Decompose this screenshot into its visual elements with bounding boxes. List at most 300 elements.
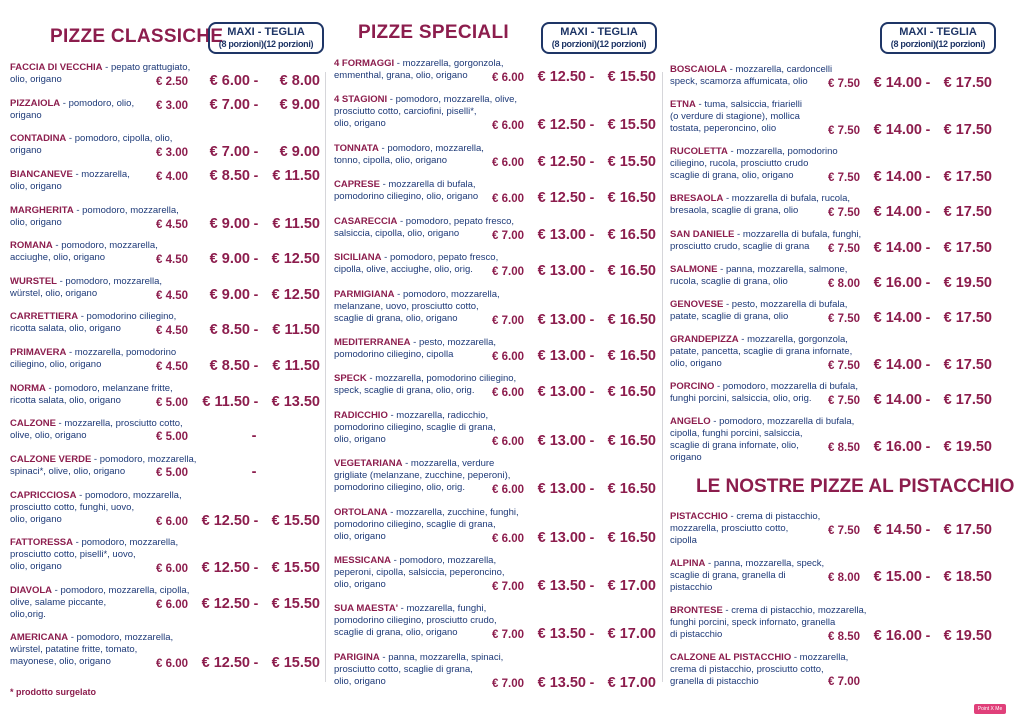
price-separator: -	[589, 310, 595, 327]
pizza-ingredients: pomodorino ciliegino, ricotta salata, olio, origano	[10, 311, 177, 335]
menu-item	[670, 263, 992, 291]
menu-item	[10, 537, 320, 577]
price-float-spacer	[991, 652, 992, 676]
menu-column-speciali	[334, 58, 656, 691]
size-legend-line2: (8 porzioni)(12 porzioni)	[551, 39, 647, 49]
price-group	[820, 520, 992, 538]
size-legend-line2: (8 porzioni)(12 porzioni)	[218, 39, 314, 49]
pizza-ingredients: mozzarella di bufala, funghi, prosciutto crudo, scaglie di grana	[670, 228, 862, 252]
price-maxi: € 14.00	[873, 122, 922, 139]
menu-item-text: BOSCAIOLA - mozzarella, cardoncelli speck, scamorza affumicata, olio	[670, 64, 833, 87]
menu-item-text: SAN DANIELE - mozzarella di bufala, funghi, prosciutto crudo, scaglie di grana	[670, 228, 862, 252]
section-title-speciali: PIZZE SPECIALI	[358, 22, 509, 43]
pizza-name: PRIMAVERA	[10, 347, 67, 358]
price-single: € 6.00	[156, 515, 188, 528]
pizza-ingredients: panna, mozzarella, salmone, rucola, scaglie di grana, olio	[670, 263, 848, 287]
price-group	[148, 357, 320, 374]
price-single: € 5.00	[156, 466, 188, 479]
price-single: € 6.00	[492, 484, 524, 497]
price-teglia: € 17.50	[943, 392, 992, 409]
price-group	[820, 168, 992, 186]
price-separator: -	[925, 74, 931, 90]
pizza-name: PORCINO	[670, 381, 715, 393]
price-float-spacer	[319, 383, 320, 395]
price-float-spacer	[655, 458, 656, 482]
price-teglia: € 19.50	[943, 439, 992, 456]
price-group	[148, 250, 320, 268]
menu-item-text: RUCOLETTA - mozzarella, pomodorino ciliegino, rucola, prosciutto crudo scaglie di grana, olio, origano	[670, 146, 838, 182]
menu-item-text: CALZONE VERDE - pomodoro, mozzarella, spinaci*, olive, olio, origano	[10, 453, 197, 477]
pizza-ingredients: tuma, salsiccia, friarielli (o verdure di stagione), mollica tostata, peperoncino, olio	[670, 99, 802, 135]
pizza-ingredients: mozzarella, olio, origano	[10, 168, 130, 192]
menu-item	[670, 381, 992, 409]
price-separator: -	[253, 559, 259, 576]
menu-item-text: CARRETTIERA - pomodorino ciliegino, ricotta salata, olio, origano	[10, 311, 177, 335]
price-maxi: € 8.50	[209, 167, 250, 184]
size-legend-line1: MAXI - TEGLIA	[227, 26, 305, 38]
price-maxi: € 7.00	[209, 144, 250, 161]
price-maxi: € 16.00	[873, 439, 922, 456]
price-single: € 5.00	[156, 431, 188, 444]
price-teglia: € 17.50	[943, 239, 992, 256]
pizza-name: 4 STAGIONI	[334, 94, 388, 106]
menu-item-text: PARIGINA - panna, mozzarella, spinaci, prosciutto cotto, scaglie di grana, olio, origano	[334, 651, 504, 687]
pizza-ingredients: mozzarella, prosciutto cotto, olive, olio, origano	[10, 418, 183, 442]
price-teglia: € 17.00	[607, 578, 656, 595]
pizza-ingredients: mozzarella, pomodorino ciliegino, olio, origano	[10, 347, 177, 370]
price-float-spacer	[991, 558, 992, 570]
price-teglia: € 17.00	[607, 626, 656, 643]
price-maxi: € 14.00	[873, 169, 922, 186]
price-teglia: € 16.50	[607, 529, 656, 546]
price-separator: -	[589, 528, 595, 545]
price-single: € 3.00	[156, 99, 188, 112]
price-float-spacer	[655, 555, 656, 579]
price-maxi: € 13.00	[537, 226, 586, 243]
pizza-ingredients: pomodoro, mozzarella, prosciutto cotto, funghi, uovo, olio, origano	[10, 489, 182, 525]
price-teglia: € 16.50	[607, 263, 656, 280]
price-separator: -	[589, 625, 595, 642]
price-float-spacer	[655, 507, 656, 531]
menu-item	[10, 454, 320, 478]
price-separator: -	[589, 383, 595, 400]
price-maxi: € 14.00	[873, 356, 922, 373]
price-separator: -	[589, 577, 595, 594]
price-maxi: € 13.50	[537, 626, 586, 643]
price-maxi: € 8.50	[209, 358, 250, 374]
price-group	[484, 625, 656, 643]
price-maxi: € 14.00	[873, 392, 922, 409]
menu-item	[10, 62, 320, 89]
price-float-spacer	[655, 652, 656, 676]
menu-item-text: 4 FORMAGGI - mozzarella, gorgonzola, emmenthal, grana, olio, origano	[334, 58, 504, 81]
menu-item-text: CONTADINA - pomodoro, cipolla, olio, origano	[10, 133, 173, 157]
price-maxi: -	[251, 463, 257, 480]
price-single: € 4.50	[156, 218, 188, 231]
menu-column-specialita-pistacchio	[670, 64, 1015, 688]
pizza-name: ALPINA	[670, 557, 706, 569]
pizza-name: CALZONE VERDE	[10, 453, 92, 465]
price-group	[484, 310, 656, 328]
menu-item-text: GRANDEPIZZA - mozzarella, gorgonzola, patate, pancetta, scaglie di grana infornate, olio, origano	[670, 333, 853, 369]
pizza-ingredients: pomodoro, mozzarella, spinaci*, olive, olio, origano	[10, 453, 197, 477]
price-group	[148, 95, 320, 113]
menu-item	[334, 215, 656, 243]
pizza-ingredients: pomodoro, mozzarella, cipolla, olive, salame piccante, olio,orig.	[10, 584, 190, 620]
pizza-ingredients: pepato grattugiato, olio, origano	[10, 62, 191, 85]
price-teglia: € 17.50	[943, 309, 992, 326]
column-divider	[662, 72, 663, 682]
pizza-name: RUCOLETTA	[670, 146, 728, 158]
price-group	[820, 567, 992, 585]
price-teglia: € 15.50	[271, 595, 320, 612]
pizza-name: AMERICANA	[10, 632, 69, 644]
menu-item-text: AMERICANA - pomodoro, mozzarella, würstel, patatine fritte, tomato, mayonese, olio, origano	[10, 632, 174, 668]
price-single: € 7.00	[492, 677, 524, 690]
price-group	[484, 152, 656, 170]
price-maxi: € 14.00	[873, 204, 922, 221]
price-group	[148, 463, 320, 480]
pizza-name: FATTORESSA	[10, 537, 73, 549]
pizza-name: SICILIANA	[334, 252, 382, 264]
price-single: € 7.00	[492, 229, 524, 242]
price-teglia: € 17.50	[943, 169, 992, 186]
price-maxi: € 13.00	[537, 529, 586, 546]
menu-item-text: PIZZAIOLA - pomodoro, olio, origano	[10, 97, 135, 121]
price-separator: -	[589, 262, 595, 279]
pizza-ingredients: pomodoro, mozzarella, peperoni, cipolla, salsiccia, peperoncino, olio, origano	[334, 555, 505, 591]
price-float-spacer	[655, 289, 656, 313]
pizza-name: SALMONE	[670, 263, 718, 275]
pizza-name: MARGHERITA	[10, 204, 74, 216]
price-teglia: € 16.50	[607, 190, 656, 207]
menu-item	[334, 651, 656, 691]
menu-item-text: ORTOLANA - mozzarella, zucchine, funghi, pomodorino ciliegino, scaglie di grana, olio, origano	[334, 506, 519, 542]
size-legend-box	[208, 22, 324, 54]
price-maxi: € 12.50	[201, 512, 250, 529]
pizza-name: ORTOLANA	[334, 506, 388, 518]
menu-item-text: BRESAOLA - mozzarella di bufala, rucola, bresaola, scaglie di grana, olio	[670, 193, 851, 217]
pizza-name: MEDITERRANEA	[334, 336, 411, 348]
menu-item	[334, 506, 656, 546]
menu-item	[10, 632, 320, 672]
price-group	[484, 431, 656, 449]
size-legend-box	[880, 22, 996, 54]
pizza-name: CONTADINA	[10, 133, 67, 145]
price-separator: -	[253, 214, 259, 231]
price-group	[484, 673, 656, 691]
pizza-name: PISTACCHIO	[670, 510, 728, 522]
price-maxi: € 12.50	[537, 69, 586, 85]
price-maxi: € 12.50	[537, 153, 586, 170]
menu-item	[10, 133, 320, 161]
menu-item	[670, 298, 992, 326]
menu-item	[10, 585, 320, 621]
price-separator: -	[253, 166, 259, 183]
price-teglia: € 9.00	[279, 96, 320, 113]
menu-item	[10, 311, 320, 339]
price-maxi: € 9.00	[209, 251, 250, 268]
menu-item	[670, 558, 992, 594]
price-teglia: € 8.00	[279, 73, 320, 89]
menu-item	[670, 228, 992, 256]
menu-item	[670, 333, 992, 373]
menu-item	[10, 418, 320, 445]
pizza-name: GENOVESE	[670, 298, 724, 310]
pizza-ingredients: panna, mozzarella, spinaci, prosciutto cotto, scaglie di grana, olio, origano	[334, 651, 504, 687]
price-single: € 8.00	[828, 277, 860, 290]
price-separator: -	[589, 152, 595, 169]
price-separator: -	[925, 308, 931, 325]
price-separator: -	[589, 480, 595, 497]
pizza-ingredients: crema di pistacchio, mozzarella, funghi porcini, speck infornato, granella di pistacchio	[670, 604, 867, 640]
price-group	[148, 214, 320, 232]
price-maxi: € 13.00	[537, 432, 586, 449]
price-teglia: € 11.50	[272, 358, 320, 374]
price-single: € 4.50	[156, 289, 188, 302]
pizza-ingredients: mozzarella, cardoncelli speck, scamorza affumicata, olio	[670, 64, 833, 87]
price-float-spacer	[655, 216, 656, 228]
price-float-spacer	[655, 94, 656, 118]
price-single: € 8.00	[828, 571, 860, 584]
pizza-ingredients: mozzarella, pomodorino ciliegino, speck, scaglie di grana, olio, orig.	[334, 373, 517, 397]
price-single: € 7.50	[828, 125, 860, 138]
price-float-spacer	[319, 454, 320, 466]
price-separator: -	[253, 72, 259, 88]
menu-item	[670, 99, 992, 139]
price-maxi: € 13.00	[537, 347, 586, 364]
price-teglia: € 15.50	[607, 153, 656, 170]
size-legend-line1: MAXI - TEGLIA	[899, 26, 977, 38]
pizza-name: CASARECCIA	[334, 215, 398, 227]
price-maxi: € 13.00	[537, 481, 586, 498]
price-teglia: € 9.00	[279, 144, 320, 161]
price-maxi: € 14.00	[873, 309, 922, 326]
pizza-ingredients: mozzarella di bufala, rucola, bresaola, scaglie di grana, olio	[670, 193, 851, 217]
pizza-name: TONNATA	[334, 142, 379, 154]
price-float-spacer	[991, 264, 992, 276]
price-separator: -	[253, 321, 259, 338]
price-separator: -	[589, 189, 595, 206]
menu-item-text: NORMA - pomodoro, melanzane fritte, ricotta salata, olio, origano	[10, 382, 173, 406]
menu-item-text: CAPRESE - mozzarella di bufala, pomodorino ciliegino, olio, origano	[334, 179, 479, 203]
pizza-name: CALZONE	[10, 418, 56, 430]
menu-item	[10, 382, 320, 410]
price-separator: -	[589, 431, 595, 448]
price-float-spacer	[319, 276, 320, 288]
menu-item-text: ANGELO - pomodoro, mozzarella di bufala, cipolla, funghi porcini, salsiccia, scaglie di grana infornate, olio, origano	[670, 416, 855, 464]
menu-item	[334, 336, 656, 364]
pizza-name: PARMIGIANA	[334, 288, 395, 300]
price-teglia: € 17.50	[943, 122, 992, 139]
price-single: € 4.50	[156, 361, 188, 373]
price-separator: -	[253, 285, 259, 302]
price-separator: -	[253, 511, 259, 528]
price-float-spacer	[991, 229, 992, 241]
menu-item-text: CALZONE AL PISTACCHIO - mozzarella, crema di pistacchio, prosciutto cotto, granella di pistacchio	[670, 651, 849, 687]
size-legend-box	[541, 22, 657, 54]
menu-item	[334, 458, 656, 498]
price-teglia: € 19.50	[943, 274, 992, 291]
price-maxi: € 13.50	[537, 578, 586, 595]
badge: Point X Me	[974, 704, 1006, 714]
price-single: € 7.50	[828, 242, 860, 255]
price-teglia: € 16.50	[607, 226, 656, 243]
price-separator: -	[925, 273, 931, 290]
price-single: € 7.50	[828, 172, 860, 185]
menu-item-text: BIANCANEVE - mozzarella, olio, origano	[10, 168, 130, 192]
price-single: € 6.00	[492, 120, 524, 133]
price-separator: -	[589, 68, 595, 84]
price-separator: -	[589, 346, 595, 363]
menu-item-text: DIAVOLA - pomodoro, mozzarella, cipolla, olive, salame piccante, olio,orig.	[10, 584, 190, 620]
price-single: € 6.00	[492, 72, 524, 84]
size-legend-line2: (8 porzioni)(12 porzioni)	[890, 39, 986, 49]
price-maxi: € 12.50	[201, 655, 250, 672]
price-group	[148, 428, 320, 445]
menu-item	[10, 347, 320, 374]
pizza-ingredients: mozzarella, zucchine, funghi, pomodorino ciliegino, scaglie di grana, olio, origano	[334, 506, 519, 542]
price-single: € 7.50	[828, 312, 860, 325]
menu-item-text: ROMANA - pomodoro, mozzarella, acciughe, olio, origano	[10, 240, 158, 264]
menu-item-text: PISTACCHIO - crema di pistacchio, mozzarella, prosciutto cotto, cipolla	[670, 510, 821, 546]
price-teglia: € 16.50	[607, 432, 656, 449]
pizza-ingredients: pomodoro, cipolla, olio, origano	[10, 133, 173, 157]
menu-item-text: VEGETARIANA - mozzarella, verdure grigliate (melanzane, zucchine, peperoni), pomodorino ciliegino, olio, orig.	[334, 458, 511, 494]
price-float-spacer	[319, 537, 320, 561]
menu-item	[334, 252, 656, 280]
price-maxi: € 8.50	[209, 322, 250, 339]
pizza-name: MESSICANA	[334, 555, 392, 567]
price-separator: -	[925, 391, 931, 408]
menu-item	[670, 64, 992, 91]
pizza-ingredients: mozzarella di bufala, pomodorino ciliegino, olio, origano	[334, 179, 479, 203]
price-float-spacer	[319, 585, 320, 597]
pizza-name: SUA MAESTA'	[334, 603, 399, 615]
menu-item-text: SUA MAESTA' - mozzarella, funghi, pomodorino ciliegino, prosciutto crudo, scaglie di grana, olio, origano	[334, 603, 497, 639]
menu-item-text: CASARECCIA - pomodoro, pepato fresco, salsiccia, cipolla, olio, origano	[334, 215, 515, 239]
pizza-ingredients: pesto, mozzarella di bufala, patate, scaglie di grana, olio	[670, 298, 848, 322]
menu-item	[334, 409, 656, 449]
menu-item	[10, 489, 320, 529]
price-group	[484, 346, 656, 364]
price-float-spacer	[991, 146, 992, 170]
price-maxi: € 7.00	[209, 96, 250, 113]
price-maxi: € 13.00	[537, 384, 586, 401]
price-separator: -	[253, 250, 259, 267]
price-teglia: € 17.50	[943, 521, 992, 538]
size-legend-line1: MAXI - TEGLIA	[560, 26, 638, 38]
price-separator: -	[253, 357, 259, 373]
price-float-spacer	[991, 334, 992, 358]
pizza-ingredients: pomodoro, pepato fresco, salsiccia, cipolla, olio, origano	[334, 215, 515, 239]
price-separator: -	[589, 225, 595, 242]
pizza-ingredients: panna, mozzarella, speck, scaglie di grana, granella di pistacchio	[670, 557, 825, 593]
price-maxi: € 9.00	[209, 215, 250, 232]
price-separator: -	[925, 238, 931, 255]
price-maxi: € 13.50	[537, 674, 586, 691]
price-group	[148, 143, 320, 161]
menu-item-text: WURSTEL - pomodoro, mozzarella, würstel, olio, origano	[10, 275, 163, 299]
pizza-name: SPECK	[334, 373, 367, 385]
price-float-spacer	[319, 205, 320, 217]
price-separator: -	[925, 520, 931, 537]
pizza-name: WURSTEL	[10, 275, 57, 287]
price-separator: -	[253, 95, 259, 112]
pizza-name: CAPRICCIOSA	[10, 489, 77, 501]
price-maxi: -	[251, 428, 257, 445]
menu-item-text: SALMONE - panna, mozzarella, salmone, rucola, scaglie di grana, olio	[670, 263, 848, 287]
price-single: € 4.50	[156, 254, 188, 267]
pizza-ingredients: pomodoro, mozzarella, acciughe, olio, origano	[10, 240, 158, 264]
pizza-name: DIAVOLA	[10, 584, 53, 596]
pizza-ingredients: pomodoro, melanzane fritte, ricotta salata, olio, origano	[10, 382, 173, 406]
pizza-name: BIANCANEVE	[10, 168, 73, 180]
price-group	[820, 391, 992, 409]
price-single: € 7.00	[492, 629, 524, 642]
price-teglia: € 11.50	[272, 215, 320, 232]
price-maxi: € 6.00	[209, 73, 250, 89]
pizza-name: GRANDEPIZZA	[670, 333, 739, 345]
price-teglia: € 12.50	[271, 251, 320, 268]
price-maxi: € 13.00	[537, 263, 586, 280]
price-float-spacer	[991, 511, 992, 523]
price-teglia: € 18.50	[943, 568, 992, 585]
pizza-name: RADICCHIO	[334, 409, 388, 421]
price-group	[484, 116, 656, 134]
price-group	[148, 285, 320, 303]
pizza-name: ROMANA	[10, 240, 53, 252]
price-group	[148, 594, 320, 612]
price-single: € 6.00	[492, 435, 524, 448]
menu-item-text: CAPRICCIOSA - pomodoro, mozzarella, prosciutto cotto, funghi, uovo, olio, origano	[10, 489, 182, 525]
price-group	[820, 355, 992, 373]
price-separator: -	[589, 116, 595, 133]
pizza-name: BRESAOLA	[670, 193, 724, 205]
menu-item	[334, 603, 656, 643]
footnote: * prodotto surgelato	[10, 687, 96, 697]
menu-item-text: FATTORESSA - pomodoro, mozzarella, prosciutto cotto, piselli*, uovo, olio, origano	[10, 537, 179, 573]
price-teglia: € 17.50	[943, 75, 992, 91]
price-group	[820, 203, 992, 221]
price-maxi: € 14.00	[873, 75, 922, 91]
pizza-ingredients: pomodoro, mozzarella, melanzane, uovo, prosciutto cotto, scaglie di grana, olio, origano	[334, 288, 500, 324]
price-single: € 7.00	[492, 581, 524, 594]
price-single: € 6.00	[156, 658, 188, 671]
menu-item-text: TONNATA - pomodoro, mozzarella, tonno, cipolla, olio, origano	[334, 142, 484, 166]
menu-item-text: ALPINA - panna, mozzarella, speck, scaglie di grana, granella di pistacchio	[670, 557, 825, 593]
price-float-spacer	[319, 632, 320, 656]
price-maxi: € 15.00	[873, 568, 922, 585]
price-float-spacer	[319, 418, 320, 430]
price-maxi: € 12.50	[201, 595, 250, 612]
price-maxi: € 14.50	[873, 521, 922, 538]
price-float-spacer	[655, 410, 656, 434]
price-separator: -	[253, 392, 259, 409]
price-single: € 8.50	[828, 442, 860, 455]
menu-item	[334, 94, 656, 134]
menu-column-classiche	[10, 62, 320, 698]
price-teglia: € 12.50	[271, 286, 320, 303]
price-maxi: € 12.50	[537, 190, 586, 207]
price-float-spacer	[319, 490, 320, 514]
price-separator: -	[925, 121, 931, 138]
price-single: € 5.00	[156, 396, 188, 409]
price-single: € 4.50	[156, 325, 188, 338]
price-teglia: € 13.50	[271, 393, 320, 410]
price-group	[484, 225, 656, 243]
pizza-ingredients: pesto, mozzarella, pomodorino ciliegino, cipolla	[334, 336, 497, 360]
